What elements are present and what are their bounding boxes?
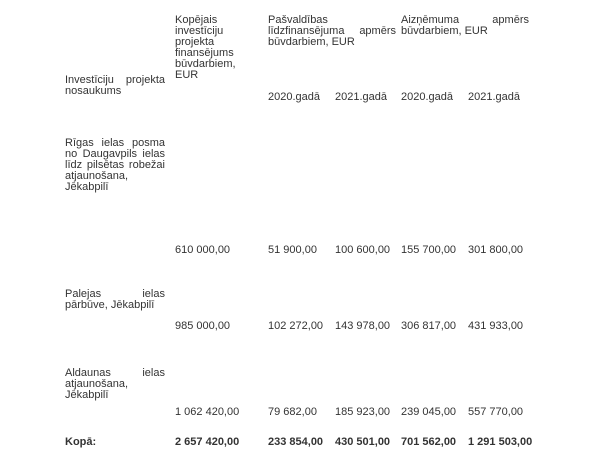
row-total: 985 000,00 <box>175 320 231 332</box>
row-mun-2021: 100 600,00 <box>335 244 391 256</box>
row-loan-2021: 557 770,00 <box>468 406 524 418</box>
row-mun-2021: 143 978,00 <box>335 320 391 332</box>
row-project-name-text: Palejas ielas pārbūve, Jēkabpilī <box>65 288 165 311</box>
header-mun-2021: 2021.gadā <box>335 91 387 103</box>
totals-row <box>65 419 544 449</box>
totals-mun-2020: 233 854,00 <box>268 436 324 448</box>
row-mun-2020: 51 900,00 <box>268 244 317 256</box>
header-row-1 <box>65 15 544 48</box>
row-loan-2021: 431 933,00 <box>468 320 524 332</box>
table-row <box>65 257 544 333</box>
row-total: 610 000,00 <box>175 244 231 256</box>
header-loan-2020: 2020.gadā <box>401 91 453 103</box>
header-total-cost <box>171 15 264 104</box>
row-loan-2020: 155 700,00 <box>401 244 457 256</box>
totals-loan-2021: 1 291 503,00 <box>468 436 533 448</box>
header-loan-2021: 2021.gadā <box>468 91 520 103</box>
table-row <box>65 333 544 419</box>
totals-mun-2021: 430 501,00 <box>335 436 391 448</box>
header-mun-2020: 2020.gadā <box>268 91 320 103</box>
row-mun-2020: 102 272,00 <box>268 320 324 332</box>
totals-total: 2 657 420,00 <box>175 436 240 448</box>
totals-loan-2020: 701 562,00 <box>401 436 457 448</box>
row-project-name <box>65 333 171 419</box>
header-loan-group <box>397 15 544 48</box>
table-row <box>65 104 544 257</box>
row-mun-2021: 185 923,00 <box>335 406 391 418</box>
header-total-cost-text: Kopējais investīciju projekta finansējums būvdarbiem, EUR <box>175 14 236 81</box>
header-project-name: Investīciju projekta nosaukums <box>65 74 165 97</box>
header-loan-text: Aizņēmuma apmērs būvdarbiem, EUR <box>401 14 529 37</box>
row-project-name <box>65 257 171 333</box>
row-project-name-text: Rīgas ielas posma no Daugavpils ielas līdz pilsētas robežai atjaunošana, Jēkabpilī <box>65 137 165 193</box>
row-loan-2021: 301 800,00 <box>468 244 524 256</box>
header-municipal-text: Pašvaldības līdzfinansējuma apmērs būvdarbiem, EUR <box>268 14 396 48</box>
row-loan-2020: 239 045,00 <box>401 406 457 418</box>
totals-label: Kopā: <box>65 436 97 448</box>
row-total: 1 062 420,00 <box>175 406 240 418</box>
row-mun-2020: 79 682,00 <box>268 406 317 418</box>
row-project-name <box>65 104 171 257</box>
row-loan-2020: 306 817,00 <box>401 320 457 332</box>
header-municipal-group <box>264 15 397 48</box>
investment-table <box>65 15 544 449</box>
row-project-name-text: Aldaunas ielas atjaunošana, Jēkabpilī <box>65 367 165 401</box>
